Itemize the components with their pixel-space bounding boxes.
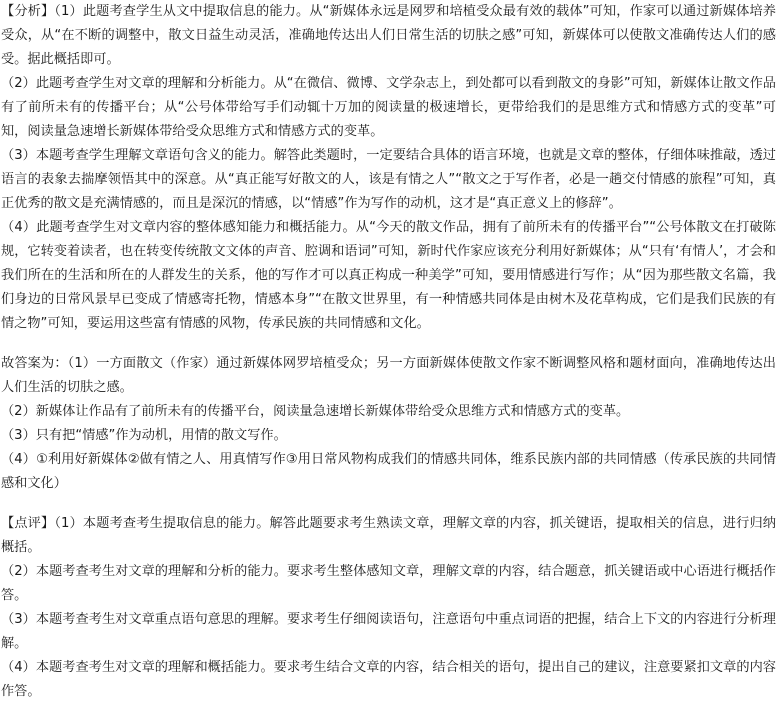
section-spacer (1, 336, 776, 352)
analysis-section (1, 0, 776, 336)
analysis-paragraph-3: （3）本题考查学生理解文章语句含义的能力。解答此类题时，一定要结合具体的语言环境，也就是文章的整体，仔细体味推敲，透过语言的表象去揣摩领悟其中的深意。从“真正能写好散文的人，该是有情之人”“散文之于写作者，必是一趟交付情感的旅程”可知，真正优秀的散文是充满情感的，而且是深沉的情感，以“情感”作为写作的动机，这才是“真正意义上的修辞”。 (1, 148, 776, 211)
comment-paragraph-4: （4）本题考查考生对文章的理解和概括能力。要求考生结合文章的内容，结合相关的语句，提出自己的建议，注意要紧扣文章的内容作答。 (1, 660, 776, 699)
comment-paragraph-2: （2）本题考查考生对文章的理解和分析的能力。要求考生整体感知文章，理解文章的内容，结合题意，抓关键语或中心语进行概括作答。 (1, 564, 776, 603)
answer-section (1, 352, 776, 496)
section-spacer (1, 496, 776, 512)
answer-paragraph-4: （4）①利用好新媒体②做有情之人、用真情写作③用日常风物构成我们的情感共同体，维系民族内部的共同情感（传承民族的共同情感和文化） (1, 452, 776, 491)
answer-paragraph-2: （2）新媒体让作品有了前所未有的传播平台，阅读量急速增长新媒体带给受众思维方式和情感方式的变革。 (1, 404, 630, 419)
analysis-paragraph-4: （4）此题考查学生对文章内容的整体感知能力和概括能力。从“今天的散文作品，拥有了前所未有的传播平台”“公号体散文在打破陈规，它转变着读者，也在转变传统散文文体的声音、腔调和语词”可知，新时代作家应该充分利用好新媒体；从“只有‘有情人’，才会和我们所在的生活和所在的人群发生的关系，他的写作才可以真正构成一种美学”可知，要用情感进行写作；从“因为那些散文名篇，我们身边的日常风景早已变成了情感寄托物，情感本身”“在散文世界里，有一种情感共同体是由树木及花草构成，它们是我们民族的有情之物”可知，要运用这些富有情感的风物，传承民族的共同情感和文化。 (1, 220, 776, 331)
answer-paragraph-3: （3）只有把“情感”作为动机，用情的散文写作。 (1, 428, 287, 443)
comment-paragraph-3: （3）本题考查考生对文章重点语句意思的理解。要求考生仔细阅读语句，注意语句中重点词语的把握，结合上下文的内容进行分析理解。 (1, 612, 776, 651)
comment-paragraph-1: 【点评】（1）本题考查考生提取信息的能力。解答此题要求考生熟读文章，理解文章的内容，抓关键语，提取相关的信息，进行归纳概括。 (1, 516, 776, 555)
analysis-paragraph-2: （2）此题考查学生对文章的理解和分析能力。从“在微信、微博、文学杂志上，到处都可以看到散文的身影”可知，新媒体让散文作品有了前所未有的传播平台；从“公号体带给写手们动辄十万加的阅读量的极速增长，更带给我们的是思维方式和情感方式的变革”可知，阅读量急速增长新媒体带给受众思维方式和情感方式的变革。 (1, 76, 776, 139)
comment-section (1, 512, 776, 704)
answer-paragraph-1: 故答案为：（1）一方面散文（作家）通过新媒体网罗培植受众；另一方面新媒体使散文作家不断调整风格和题材面向，准确地传达出人们生活的切肤之感。 (1, 356, 776, 395)
analysis-paragraph-1: 【分析】（1）此题考查学生从文中提取信息的能力。从“新媒体永远是网罗和培植受众最有效的载体”可知，作家可以通过新媒体培养受众，从“在不断的调整中，散文日益生动灵活，准确地传达出人们日常生活的切肤之感”可知，新媒体可以使散文准确传达人们的感受。据此概括即可。 (1, 4, 776, 67)
